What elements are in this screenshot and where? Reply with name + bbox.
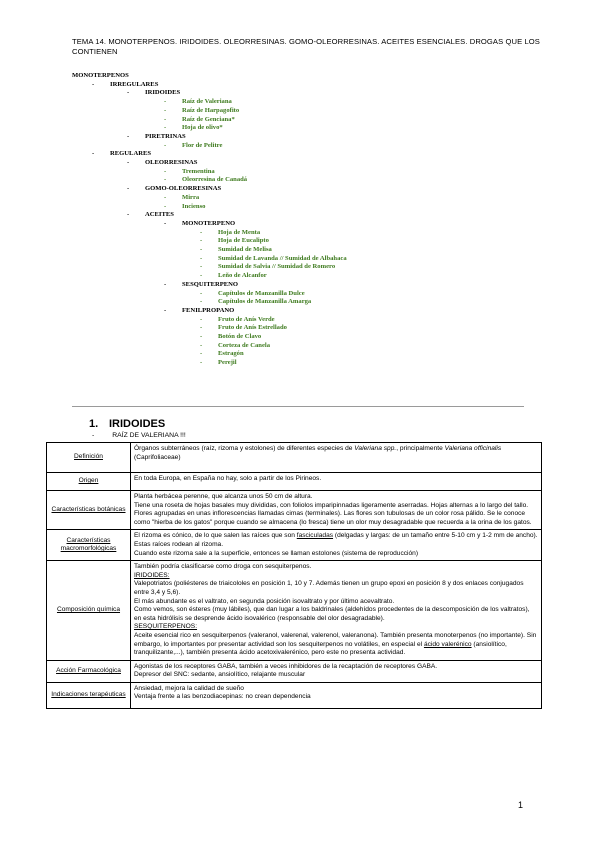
paragraph: Ventaja frente a las benzodiacepinas: no crean dependencia: [134, 693, 311, 701]
text-underlined: ácido valerénico: [423, 640, 472, 648]
outline-item-label: Flor de Pelitre: [182, 141, 223, 149]
table-row: [47, 443, 542, 473]
paragraph: Flores agrupadas en unas inflorescencias llamadas cimas (terminales). Las flores son tubulosas de un color rosa pálido. Se le conoce como "hierba de los gatos" porque cuando se almacena (lo fresca) tiene un olor muy desagradable que recuerda a la orina de los gatos.: [134, 510, 532, 526]
bullet-dash: -: [164, 219, 167, 227]
paragraph: Planta herbácea perenne, que alcanza unos 50 cm de altura.: [134, 493, 313, 500]
row-value: [131, 491, 542, 530]
bullet-dash: -: [200, 263, 203, 271]
outline-item-label: Oleorresina de Canadá: [182, 176, 248, 184]
bullet-dash: -: [200, 289, 203, 297]
section-heading: [89, 418, 165, 430]
outline-item-label: SESQUITERPENO: [182, 280, 239, 288]
bullet-dash: -: [164, 115, 167, 123]
bullet-dash: -: [127, 132, 130, 140]
text-span: , principalmente: [396, 445, 445, 452]
paragraph: Valepotriatos (poliésteres de triaicololes en posición 1, 10 y 7. Además tienen un grupo epoxi en posición 8 y dos enlaces conjugados entre 3,4 y 5,6).: [134, 580, 524, 596]
subheading: SESQUITERPENOS:: [134, 623, 198, 631]
row-key: Acción Farmacológica: [47, 660, 131, 682]
outline-item-label: Hoja de olivo*: [182, 124, 223, 132]
row-key: Características macromorfológicas: [47, 530, 131, 561]
paragraph: Tiene una roseta de hojas basales muy divididas, con foliolos imparipinnadas ligeramente aserradas. Hojas alternas a lo largo del tallo.: [134, 501, 529, 509]
outline-item-label: Fruto de Anís Estrellado: [218, 324, 287, 332]
bullet-dash: -: [164, 176, 167, 184]
outline-item-label: Fruto de Anís Verde: [218, 315, 275, 323]
bullet-dash: -: [92, 150, 95, 158]
bullet-dash: -: [164, 193, 167, 201]
paragraph: Depresor del SNC: sedante, ansiolítico, relajante muscular: [134, 671, 306, 679]
outline-item-label: Raíz de Valeriana: [182, 98, 232, 106]
paragraph: El más abundante es el valtrato, en segunda posición isovaltrato y por último acevaltrato.: [134, 597, 395, 605]
bullet-dash: -: [200, 324, 203, 332]
row-value: [131, 530, 542, 561]
outline-item-label: Botón de Clavo: [218, 333, 262, 340]
bullet-dash: -: [92, 80, 95, 88]
paragraph: Cuando este rizoma sale a la superficie, entonces se llaman estolones (sistema de reproducción): [134, 549, 419, 557]
subheading: IRIDOIDES:: [134, 571, 170, 579]
bullet-dash: -: [164, 167, 167, 175]
outline-item-label: Capítulos de Manzanilla Amarga: [218, 298, 312, 306]
row-value: En toda Europa, en España no hay, solo a partir de los Pirineos.: [131, 473, 542, 491]
paragraph: Ansiedad, mejora la calidad de sueño: [134, 684, 244, 692]
paragraph: También podría clasificarse como droga con sesquiterpenos.: [134, 563, 312, 571]
table-row: [47, 530, 542, 561]
bullet-dash: -: [164, 306, 167, 314]
outline-item-label: Sumidad de Salvia // Sumidad de Romero: [218, 263, 336, 271]
outline-item-label: GOMO-OLEORRESINAS: [145, 185, 222, 193]
outline-item-label: Leño de Alcanfor: [218, 272, 267, 280]
section-divider: [72, 406, 524, 407]
paragraph: Agonistas de los receptores GABA, también a veces inhibidores de la recaptación de receptores GABA.: [134, 662, 438, 670]
row-value: [131, 660, 542, 682]
paragraph: Como vemos, son ésteres (muy lábiles), que dan lugar a los baldrinales (aldehídos procedentes de la descomposición de los valtratos), en esta hidrólisis se desprende ácido isovalérico (responsable del olor desagradable).: [134, 606, 530, 622]
section-subtitle: [92, 432, 186, 439]
bullet-dash: -: [164, 202, 167, 210]
outline-item-label: Raíz de Harpagofito: [182, 106, 240, 114]
table-row: [47, 491, 542, 530]
outline-item-label: Hoja de Eucalipto: [218, 237, 269, 245]
bullet-dash: -: [200, 350, 203, 358]
bullet-dash: -: [200, 333, 203, 340]
outline-item-label: Sumidad de Melisa: [218, 246, 272, 253]
outline-item-label: OLEORRESINAS: [145, 159, 198, 166]
row-key: Definición: [47, 443, 131, 473]
row-value: [131, 561, 542, 661]
subtitle-dash: -: [92, 432, 95, 439]
table-row: [47, 561, 542, 661]
subtitle-label: RAÍZ DE VALERIANA !!!: [112, 432, 186, 439]
bullet-dash: -: [127, 89, 130, 97]
outline-item-label: REGULARES: [110, 150, 152, 158]
outline-item-label: MONOTERPENOS: [72, 72, 129, 79]
outline-item-label: ACEITES: [145, 211, 174, 219]
row-value: [131, 443, 542, 473]
outline-item-label: PIRETRINAS: [145, 132, 186, 140]
paragraph: [134, 532, 538, 549]
bullet-dash: -: [127, 185, 130, 193]
bullet-dash: -: [200, 272, 203, 280]
outline-item-label: IRREGULARES: [110, 80, 159, 88]
bullet-dash: -: [164, 124, 167, 132]
paragraph: [134, 632, 538, 658]
table-row: [47, 682, 542, 708]
table-row: [47, 473, 542, 491]
bullet-dash: -: [200, 246, 203, 253]
bullet-dash: -: [200, 341, 203, 349]
row-key: Composición química: [47, 561, 131, 661]
outline-item-label: Trementina: [182, 167, 215, 175]
outline-item-label: Incienso: [182, 202, 206, 210]
bullet-dash: -: [127, 159, 130, 166]
section-title: IRIDOIDES: [109, 418, 166, 430]
outline-item-label: Estragón: [218, 350, 244, 358]
outline-item-label: Corteza de Canela: [218, 341, 271, 349]
bullet-dash: -: [164, 106, 167, 114]
text-underlined: fasciculadas: [296, 532, 334, 540]
page-number: 1: [518, 800, 524, 810]
outline-item-label: Capítulos de Manzanilla Dulce: [218, 289, 305, 297]
monograph-table: [46, 442, 542, 709]
row-key: Características botánicas: [47, 491, 131, 530]
text-italic: Valeriana officinalis: [444, 445, 502, 452]
outline-item-label: FENILPROPANO: [182, 306, 235, 314]
section-number: 1.: [89, 418, 99, 430]
bullet-dash: -: [164, 98, 167, 106]
table-row: [47, 660, 542, 682]
bullet-dash: -: [200, 237, 203, 245]
outline-item-label: Sumidad de Lavanda // Sumidad de Albahaca: [218, 254, 347, 262]
bullet-dash: -: [200, 315, 203, 323]
text-span: El rizoma es cónico, de lo que salen las raíces que son: [134, 532, 297, 540]
outline-item-label: Raíz de Genciana*: [182, 115, 235, 123]
text-italic: Valeriana spp.: [354, 445, 397, 452]
bullet-dash: -: [200, 298, 203, 306]
outline-item-label: Hoja de Menta: [218, 228, 261, 236]
bullet-dash: -: [164, 280, 167, 288]
text-span: Aceite esencial rico en sesquiterpenos (valeranol, valerenal, valerenol, valeranona). También presenta monoterpenos (no importante). Sin embargo, lo importantes por presentar actividad son los sesquiterpenos no volátiles, en especial el: [134, 631, 537, 648]
outline-item-label: Mirra: [182, 193, 200, 201]
outline-item-label: MONOTERPENO: [182, 219, 236, 227]
document-title: TEMA 14. MONOTERPENOS. IRIDOIDES. OLEORRESINAS. GOMO-OLEORRESINAS. ACEITES ESENCIALES. DROGAS QUE LOS CONTIENEN: [72, 37, 540, 56]
row-key: Indicaciones terapéuticas: [47, 682, 131, 708]
row-value: [131, 682, 542, 708]
outline-item-label: IRIDOIDES: [145, 89, 181, 97]
bullet-dash: -: [200, 254, 203, 262]
bullet-dash: -: [127, 211, 130, 219]
text-span: (Caprifoliaceae): [134, 453, 181, 461]
row-key: Origen: [47, 473, 131, 491]
outline-item-label: Perejil: [218, 359, 237, 367]
text-span: Órganos subterráneos (raíz, rizoma y estolones) de diferentes especies de: [134, 445, 355, 452]
bullet-dash: -: [200, 359, 203, 367]
bullet-dash: -: [164, 141, 167, 149]
bullet-dash: -: [200, 228, 203, 236]
text-span: (delgadas y largas: de un tamaño entre 5-10 cm y 1-2 mm de ancho). Estas raíces rodean al rizoma.: [134, 532, 538, 548]
text-span: (ansiolítico, tranquilizante,...), también presenta ácido acetoxivalerénico, pero este no presenta actividad.: [134, 640, 507, 657]
